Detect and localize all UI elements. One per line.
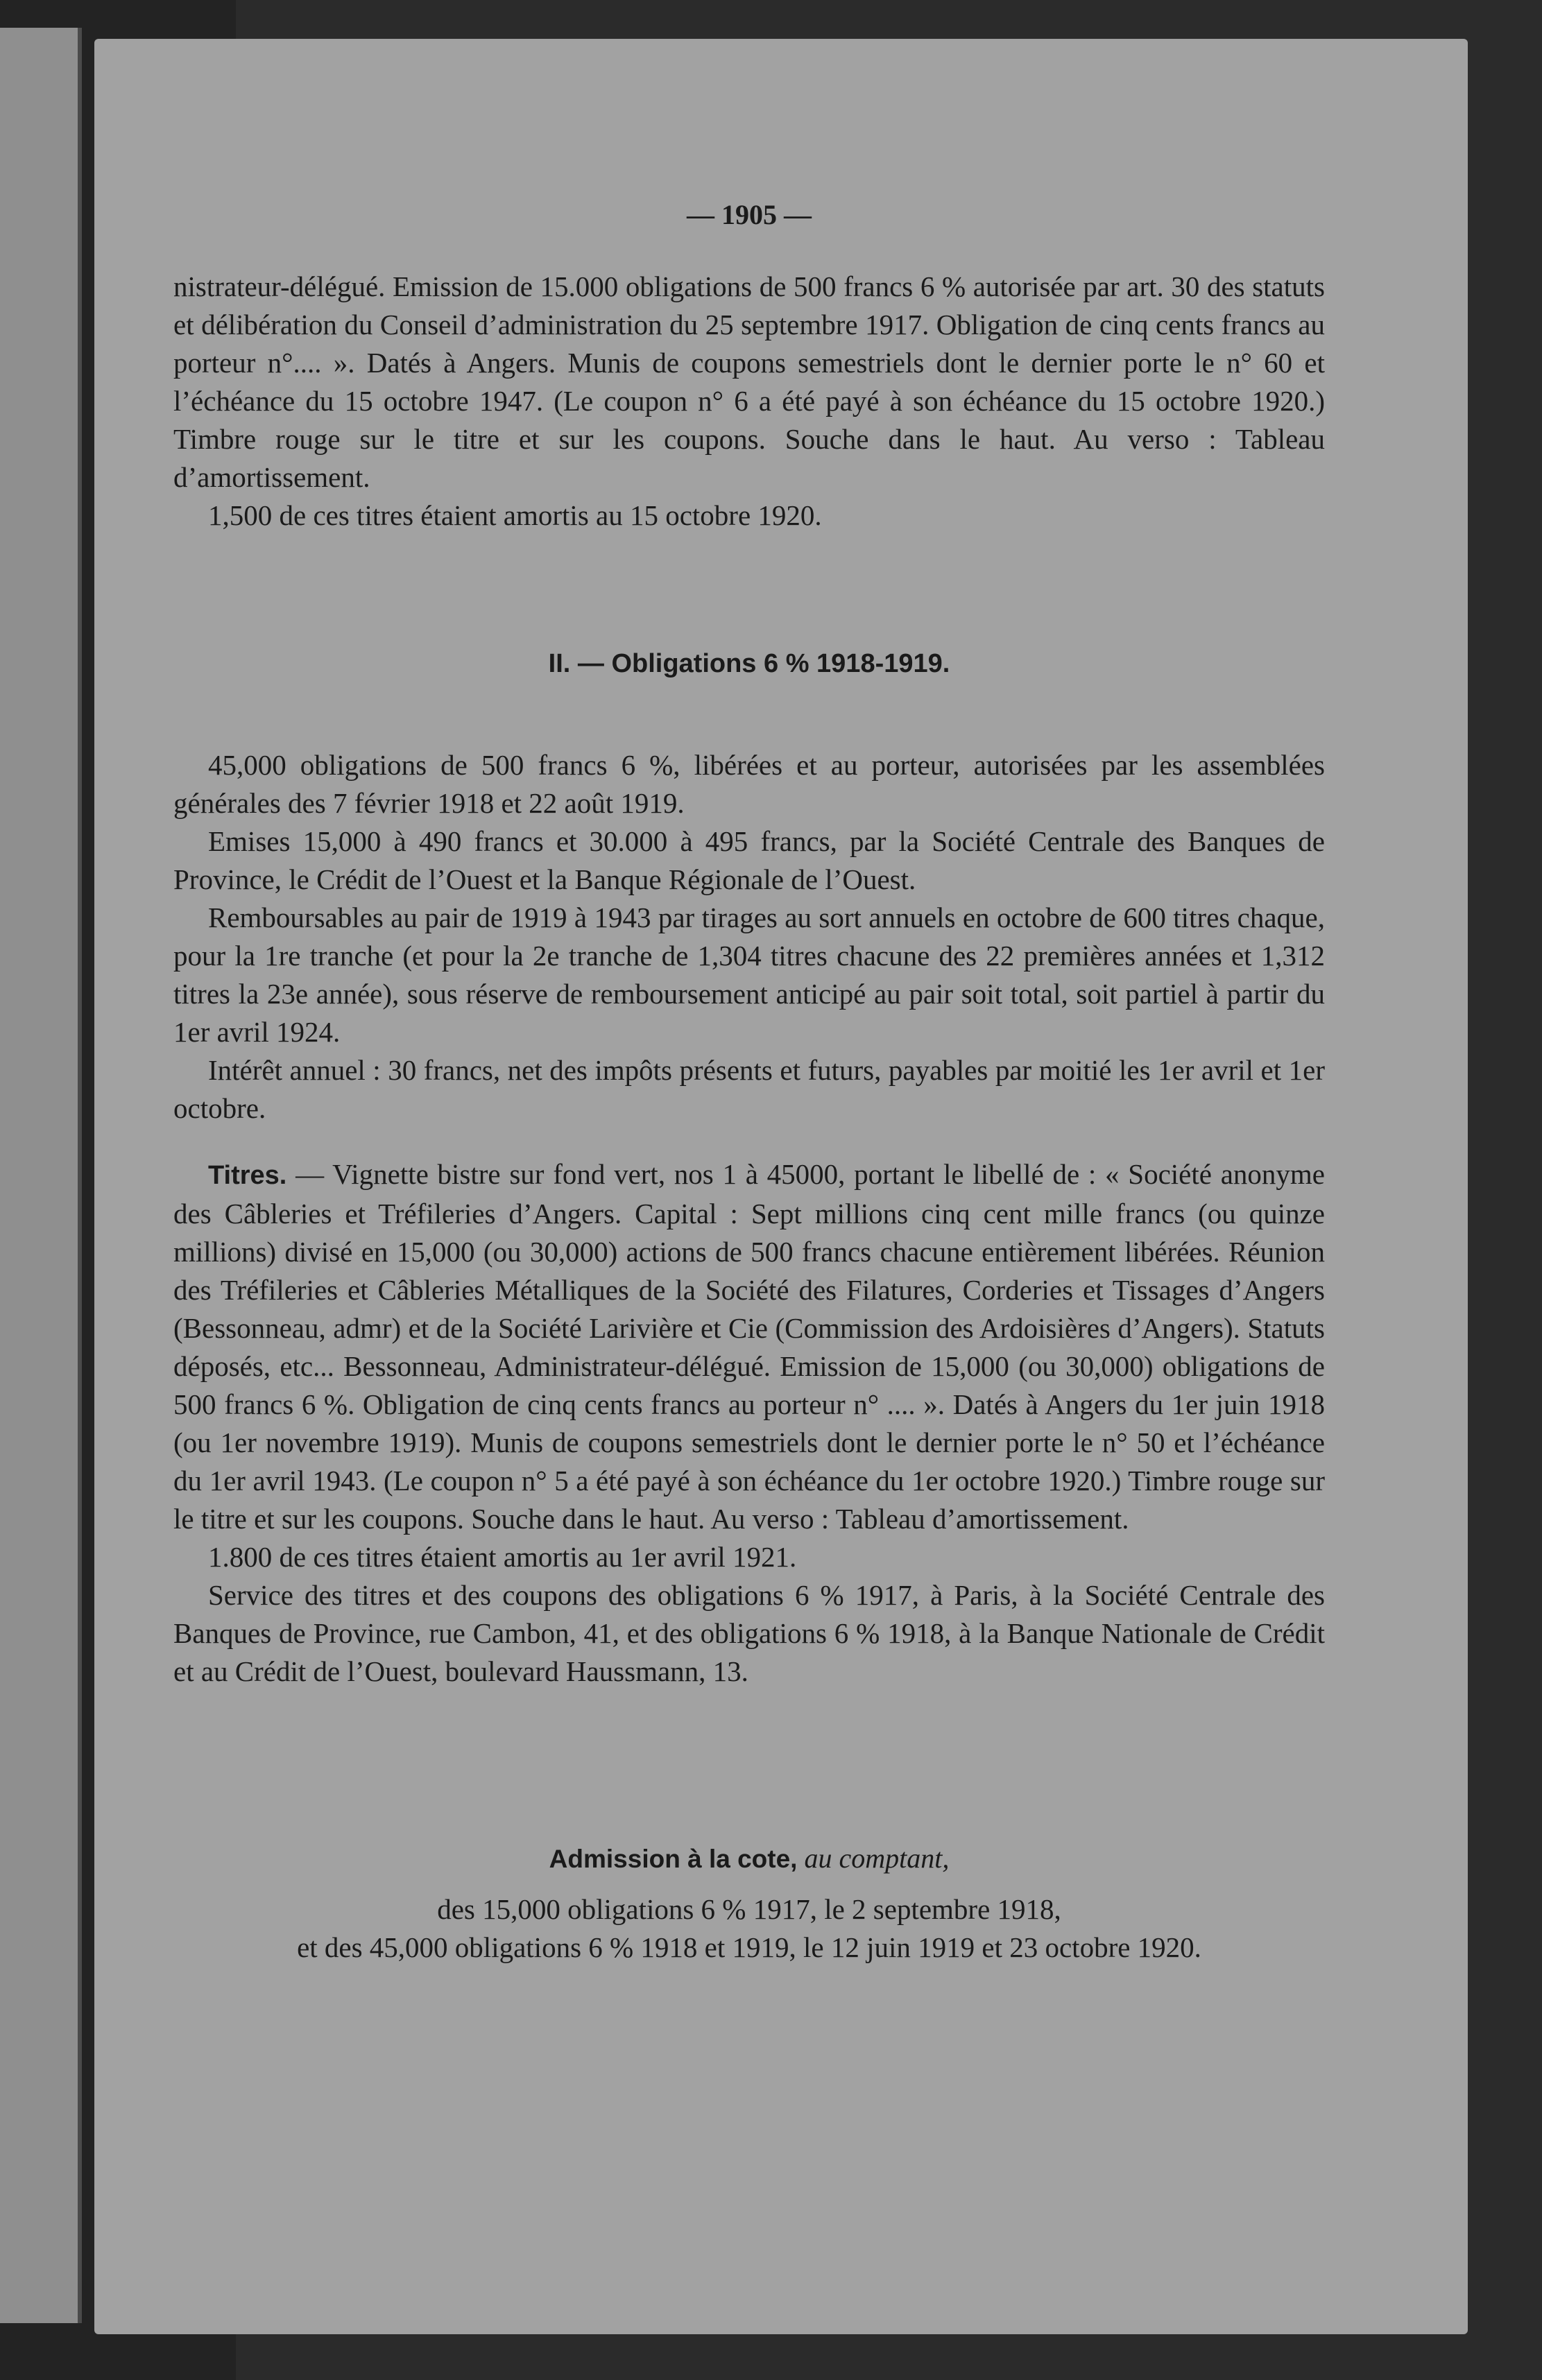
paragraph: Intérêt annuel : 30 francs, net des impôts présents et futurs, payables par moitié les 1er avril et 1er octobre.: [173, 1054, 1325, 1124]
admission-bold: Admission à la cote,: [549, 1845, 798, 1873]
paragraph: Remboursables au pair de 1919 à 1943 par tirages au sort annuels en octobre de 600 titres chaque, pour la 1re tranche (et pour la 2e tranche de 1,304 titres chacune des 22 premières années et 1,312 titres la 23e année), sous réserve de remboursement anticipé au pair soit total, soit partiel à partir du 1er avril 1924.: [173, 902, 1325, 1048]
section-heading: II. — Obligations 6 % 1918-1919.: [548, 649, 950, 678]
admission-italic: au comptant,: [804, 1843, 950, 1874]
titres-block: [173, 1155, 1325, 1691]
titres-label: Titres.: [208, 1161, 287, 1190]
obligations-block: [173, 746, 1325, 1128]
titres-text: — Vignette bistre sur fond vert, nos 1 à 45000, portant le libellé de : « Société anonyme des Câbleries et Tréfileries d’Angers. Capital : Sept millions cinq cent mille francs (ou quinze millions) divisé en 15,000 (ou 30,000) actions de 500 francs chacune entièrement libérées. Réunion des Tréfileries et Câbleries Métalliques de la Société des Filatures, Corderies et Tissages d’Angers (Bessonneau, admr) et de la Société Larivière et Cie (Commission des Ardoisières d’Angers). Statuts déposés, etc... Bessonneau, Administrateur-délégué. Emission de 15,000 (ou 30,000) obligations de 500 francs 6 %. Obligation de cinq cents francs au porteur n° .... ». Datés à Angers du 1er juin 1918 (ou 1er novembre 1919). Munis de coupons semestriels dont le dernier porte le n° 50 et l’échéance du 1er avril 1943. (Le coupon n° 5 a été payé à son échéance du 1er octobre 1920.) Timbre rouge sur le titre et sur les coupons. Souche dans le haut. Au verso : Tableau d’amortissement.: [173, 1158, 1325, 1535]
admission-lines: [173, 1890, 1325, 1967]
adjacent-page-edge: [0, 28, 82, 2323]
paragraph: nistrateur-délégué. Emission de 15.000 obligations de 500 francs 6 % autorisée par art. 30 des statuts et délibération du Conseil d’administration du 25 septembre 1917. Obligation de cinq cents francs au porteur n°.... ». Datés à Angers. Munis de coupons semestriels dont le dernier porte le n° 60 et l’échéance du 15 octobre 1947. (Le coupon n° 6 a été payé à son échéance du 15 octobre 1920.) Timbre rouge sur le titre et sur les coupons. Souche dans le haut. Au verso : Tableau d’amortissement.: [173, 270, 1325, 493]
paragraph: 1,500 de ces titres étaient amortis au 15 octobre 1920.: [208, 499, 822, 531]
titres-paragraph: [173, 1155, 1325, 1538]
paragraph: Emises 15,000 à 490 francs et 30.000 à 495 francs, par la Société Centrale des Banques de Province, le Crédit de l’Ouest et la Banque Régionale de l’Ouest.: [173, 825, 1325, 895]
continuation-block: [173, 268, 1325, 535]
admission-line: et des 45,000 obligations 6 % 1918 et 1919, le 12 juin 1919 et 23 octobre 1920.: [297, 1931, 1201, 1963]
document-page: [94, 39, 1468, 2334]
admission-heading: [173, 1842, 1325, 1874]
page-number: — 1905 —: [687, 199, 812, 230]
paragraph: Service des titres et des coupons des obligations 6 % 1917, à Paris, à la Société Centrale des Banques de Province, rue Cambon, 41, et des obligations 6 % 1918, à la Banque Nationale de Crédit et au Crédit de l’Ouest, boulevard Haussmann, 13.: [173, 1579, 1325, 1687]
admission-line: des 15,000 obligations 6 % 1917, le 2 septembre 1918,: [437, 1893, 1061, 1925]
paragraph: 1.800 de ces titres étaient amortis au 1er avril 1921.: [208, 1541, 797, 1573]
paragraph: 45,000 obligations de 500 francs 6 %, libérées et au porteur, autorisées par les assemblées générales des 7 février 1918 et 22 août 1919.: [173, 749, 1325, 819]
